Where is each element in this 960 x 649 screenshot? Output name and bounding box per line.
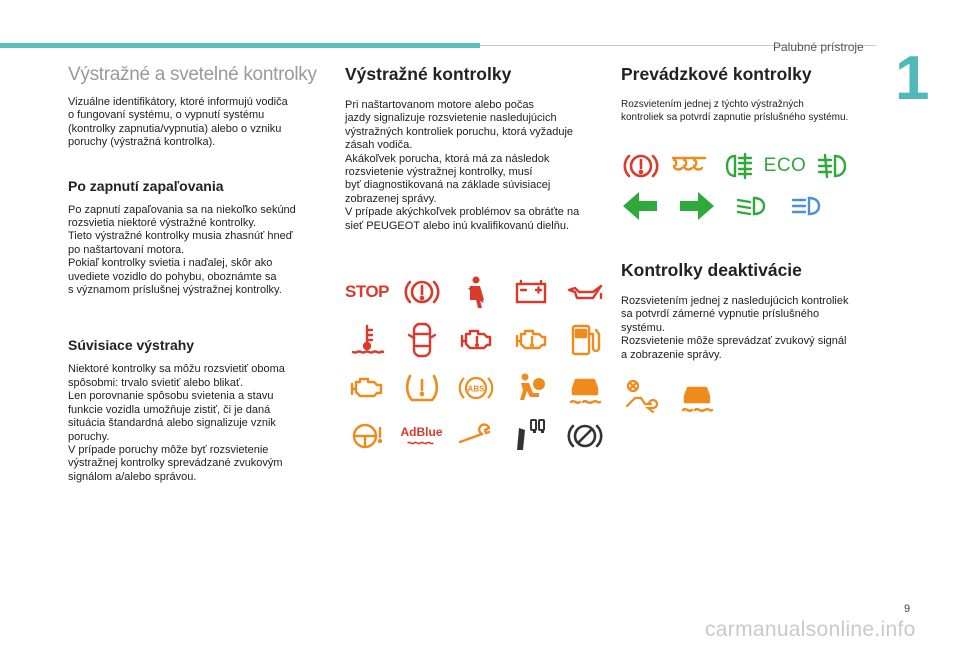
- airbag-icon: [509, 366, 553, 410]
- chapter-number: 1: [895, 44, 930, 113]
- ignition-text: Po zapnutí zapaľovania sa na niekoľko sekúnd rozsvietia niektoré výstražné kontrolky. Tieto výstražné kontrolky musia zhasnúť hneď po naštartovaní motora. Pokiaľ kontrolky svietia i naďalej, skôr ako uvediete vozidlo do pohybu, oboznámte sa s významom príslušnej výstražnej kontrolky.: [68, 203, 296, 297]
- page-title: Výstražné a svetelné kontrolky: [68, 64, 317, 85]
- adblue-label: AdBlue: [400, 425, 443, 439]
- deactivation-heading: Kontrolky deaktivácie: [621, 260, 802, 280]
- column-intro: [68, 64, 330, 484]
- indicator-lamps-heading: Prevádzkové kontrolky: [621, 64, 812, 84]
- left-turn-signal-icon: [619, 184, 663, 228]
- stop-label: STOP: [345, 282, 389, 301]
- adblue-icon: [400, 414, 444, 458]
- brake-indicator-icon: [619, 144, 663, 188]
- column-warning-lamps: [345, 64, 607, 233]
- oil-pressure-icon: [563, 270, 607, 314]
- foot-on-brake-icon: [509, 414, 553, 458]
- service-spanner-icon: [454, 414, 498, 458]
- coolant-temp-icon: [345, 318, 389, 362]
- warning-lamps-heading: Výstražné kontrolky: [345, 64, 512, 84]
- esp-off-icon: [675, 374, 719, 418]
- esp-icon: [563, 366, 607, 410]
- related-heading: Súvisiace výstrahy: [68, 337, 195, 354]
- column-indicator-lamps: [621, 64, 883, 124]
- deactivation-text: Rozsvietením jednej z nasledujúcich kontroliek sa potvrdí zámerné vypnutie príslušného systému. Rozsvietenie môže sprevádzať zvukový signál a zobrazenie správy.: [621, 295, 849, 361]
- warning-icon-grid: [345, 270, 607, 462]
- front-fog-light-icon: [811, 144, 855, 188]
- eco-icon: [763, 144, 807, 188]
- watermark: carmanualsonline.info: [705, 618, 916, 641]
- stop-icon: [345, 270, 389, 314]
- steering-fault-icon: [345, 414, 389, 458]
- header-accent-bar: [0, 43, 480, 48]
- battery-icon: [509, 270, 553, 314]
- page-number: 9: [904, 603, 911, 615]
- warning-lamps-text: Pri naštartovanom motore alebo počas jazdy signalizuje rozsvietenie nasledujúcich výstražných kontroliek poruchu, ktorá vyžaduje zásah vodiča. Akákoľvek porucha, ktorá má za následok rozsvietenie výstražnej kontrolky, musí byť diagnostikovaná na základe súvisiacej zobrazenej správy. V prípade akýchkoľvek problémov sa obráťte na sieť PEUGEOT alebo inú kvalifikovanú dielňu.: [345, 99, 580, 232]
- parking-brake-icon: [563, 414, 607, 458]
- indicator-icon-row-1: [619, 144, 855, 188]
- deactivation-icon-row: [619, 374, 719, 418]
- engine-management-icon: [345, 366, 389, 410]
- seatbelt-icon: [454, 270, 498, 314]
- tyre-pressure-icon: [400, 366, 444, 410]
- section-title: Palubné prístroje: [773, 40, 864, 54]
- fuel-level-icon: [563, 318, 607, 362]
- brake-warning-icon: [400, 270, 444, 314]
- related-text: Niektoré kontrolky sa môžu rozsvietiť oboma spôsobmi: trvalo svietiť alebo blikať. Len porovnanie spôsobu svietenia a stavu funkcie vozidla umožňuje zistiť, či je daná situácia štandardná alebo signalizuje vznik poruchy. V prípade poruchy môže byť rozsvietenie výstražnej kontrolky sprevádzané zvukovým signálom a/alebo správou.: [68, 363, 285, 483]
- indicator-icon-row-2: [619, 184, 829, 228]
- intro-text: Vizuálne identifikátory, ktoré informujú vodiča o fungovaní systému, o vypnutí systému (kontrolky zapnutia/vypnutia) alebo o vzniku poruchy (výstražná kontrolka).: [68, 96, 288, 149]
- right-turn-signal-icon: [674, 184, 718, 228]
- engine-fault-orange-icon: [509, 318, 553, 362]
- abs-icon: [454, 366, 498, 410]
- svg-text:ABS: ABS: [467, 384, 485, 394]
- column-deactivation: [621, 260, 883, 362]
- glow-plug-icon: [667, 144, 711, 188]
- eco-label: ECO: [763, 155, 807, 176]
- main-beam-icon: [785, 184, 829, 228]
- door-open-icon: [400, 318, 444, 362]
- dipped-beam-icon: [730, 184, 774, 228]
- rear-fog-light-icon: [715, 144, 759, 188]
- engine-fault-red-icon: [454, 318, 498, 362]
- indicator-lamps-text: Rozsvietením jednej z týchto výstražných kontroliek sa potvrdí zapnutie príslušného systému.: [621, 99, 849, 123]
- passenger-airbag-off-icon: [619, 374, 663, 418]
- ignition-heading: Po zapnutí zapaľovania: [68, 177, 224, 194]
